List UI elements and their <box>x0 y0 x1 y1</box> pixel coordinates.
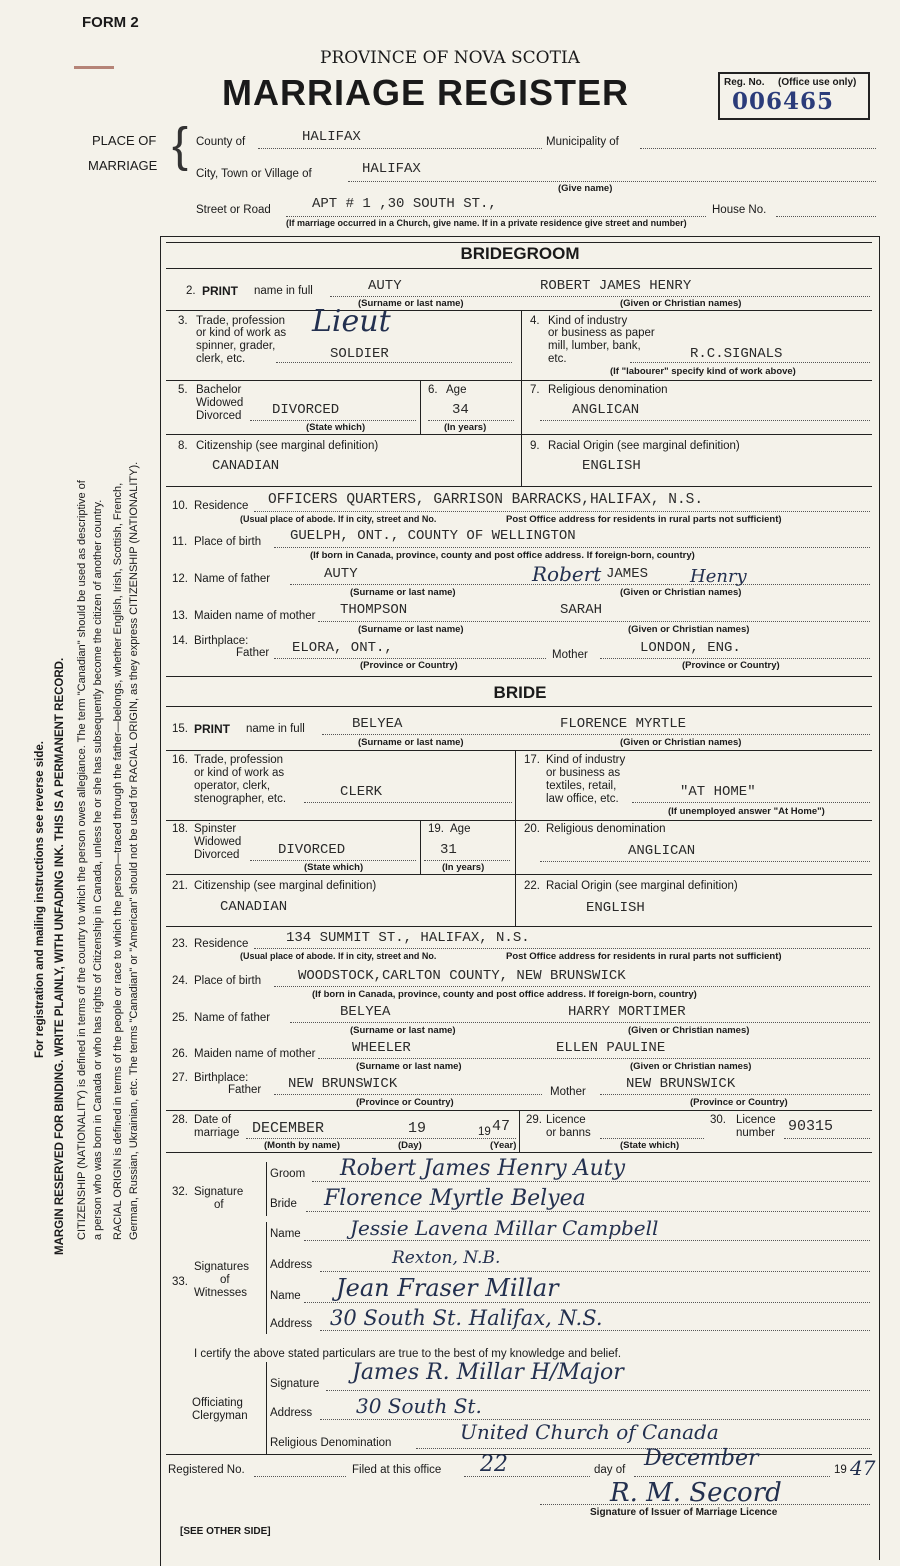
county-line <box>258 148 542 149</box>
marriage-year: 47 <box>492 1118 511 1135</box>
city-value: HALIFAX <box>362 161 421 177</box>
municipality-line <box>640 148 876 149</box>
groom-mother-given: SARAH <box>560 602 603 618</box>
groom-father-given-hw-1: Robert <box>532 562 602 586</box>
licence-number: 90315 <box>788 1118 834 1135</box>
margin-line-4: a person who was born in Canada or who has rights of Citizenship in Canada, unless he or she has subsequently become the citizen of another country. <box>92 499 104 1240</box>
certification-text: I certify the above stated particulars are true to the best of my knowledge and belief. <box>194 1348 622 1360</box>
house-line <box>776 216 876 217</box>
clergy-denomination: United Church of Canada <box>460 1420 719 1444</box>
see-other-side: [SEE OTHER SIDE] <box>180 1526 271 1537</box>
witness-1-name: Jessie Lavena Millar Campbell <box>350 1216 659 1240</box>
bride-mother-birthplace: NEW BRUNSWICK <box>626 1076 736 1092</box>
bride-mother-surname: WHEELER <box>352 1040 411 1056</box>
groom-birthplace: GUELPH, ONT., COUNTY OF WELLINGTON <box>290 528 576 544</box>
groom-given-names: ROBERT JAMES HENRY <box>540 278 692 294</box>
bride-trade: CLERK <box>340 784 383 800</box>
groom-mother-birthplace: LONDON, ENG. <box>640 640 741 656</box>
reg-no-label: Reg. No. <box>724 77 765 88</box>
bride-industry: "AT HOME" <box>680 784 756 800</box>
groom-residence: OFFICERS QUARTERS, GARRISON BARRACKS,HALIFAX, N.S. <box>268 492 704 508</box>
bride-residence: 134 SUMMIT ST., HALIFAX, N.S. <box>286 930 530 946</box>
city-line <box>348 181 876 182</box>
registration-number-box <box>718 72 870 120</box>
groom-signature: Robert James Henry Auty <box>340 1156 626 1181</box>
house-label: House No. <box>712 204 767 216</box>
bride-father-given: HARRY MORTIMER <box>568 1004 686 1020</box>
bride-citizenship: CANADIAN <box>220 899 288 915</box>
groom-father-surname: AUTY <box>324 566 358 582</box>
left-margin-rule <box>160 236 161 1566</box>
bride-surname: BELYEA <box>352 716 403 732</box>
issuer-signature: R. M. Secord <box>610 1478 782 1508</box>
bridegroom-heading: BRIDEGROOM <box>460 244 580 263</box>
bride-religion: ANGLICAN <box>628 843 696 859</box>
filed-month: December <box>644 1446 759 1471</box>
street-label: Street or Road <box>196 204 271 216</box>
right-border <box>879 236 880 1560</box>
groom-father-given: JAMES <box>606 566 649 582</box>
marriage-day: 19 <box>408 1120 427 1137</box>
give-name-caption: (Give name) <box>558 183 613 194</box>
place-label: PLACE OF <box>92 133 157 148</box>
margin-line-6: German, Russian, Ukrainian, etc. The terms "Canadian" or "American" should not be used for RACIAL ORIGIN, as they express CITIZENSHIP (NATIONALITY). <box>128 461 140 1240</box>
bride-father-surname: BELYEA <box>340 1004 391 1020</box>
groom-age: 34 <box>452 402 469 418</box>
bride-heading: BRIDE <box>493 683 547 702</box>
province-heading: PROVINCE OF NOVA SCOTIA <box>320 48 580 68</box>
bride-signature: Florence Myrtle Belyea <box>324 1186 586 1211</box>
groom-religion: ANGLICAN <box>572 402 640 418</box>
groom-father-given-hw-2: Henry <box>690 566 747 587</box>
groom-racial-origin: ENGLISH <box>582 458 641 474</box>
marriage-month: DECEMBER <box>252 1120 325 1137</box>
groom-industry: R.C.SIGNALS <box>690 346 783 362</box>
marriage-label: MARRIAGE <box>88 158 158 173</box>
clergy-address: 30 South St. <box>356 1394 482 1418</box>
witness-1-address: Rexton, N.B. <box>392 1248 501 1268</box>
groom-surname: AUTY <box>368 278 402 294</box>
witness-2-name: Jean Fraser Millar <box>336 1274 559 1302</box>
groom-trade-handwritten: Lieut <box>312 304 391 339</box>
margin-line-5: RACIAL ORIGIN is defined in terms of the people or race to which the person—traced through the father—belongs, whether English, Irish, Scottish, French, <box>112 482 124 1240</box>
bride-mother-given: ELLEN PAULINE <box>556 1040 666 1056</box>
groom-father-birthplace: ELORA, ONT., <box>292 640 393 656</box>
street-line <box>286 216 706 217</box>
municipality-label: Municipality of <box>546 136 619 148</box>
margin-line-2: MARGIN RESERVED FOR BINDING. WRITE PLAINLY, WITH UNFADING INK. THIS IS A PERMANENT RECORD. <box>54 657 66 1255</box>
groom-trade: SOLDIER <box>330 346 389 362</box>
county-label: County of <box>196 136 246 148</box>
filed-year: 47 <box>850 1456 876 1480</box>
brace: { <box>172 119 189 172</box>
street-note: (If marriage occurred in a Church, give name. If in a private residence give street and number) <box>286 218 687 228</box>
form-top-rule <box>160 236 880 237</box>
form-label: FORM 2 <box>82 14 139 31</box>
clergy-signature: James R. Millar H/Major <box>352 1360 624 1385</box>
groom-citizenship: CANADIAN <box>212 458 280 474</box>
reg-number: 006465 <box>732 88 835 115</box>
filed-day: 22 <box>480 1452 508 1477</box>
bride-racial-origin: ENGLISH <box>586 900 645 916</box>
street-value: APT # 1 ,30 SOUTH ST., <box>312 196 497 212</box>
groom-marital-status: DIVORCED <box>272 402 340 418</box>
page-title: MARRIAGE REGISTER <box>222 72 630 113</box>
city-label: City, Town or Village of <box>196 168 312 180</box>
groom-mother-surname: THOMPSON <box>340 602 408 618</box>
witness-2-address: 30 South St. Halifax, N.S. <box>330 1306 603 1330</box>
margin-line-1: For registration and mailing instructions see reverse side. <box>34 741 46 1058</box>
bride-given-names: FLORENCE MYRTLE <box>560 716 687 732</box>
bride-age: 31 <box>440 842 457 858</box>
bride-father-birthplace: NEW BRUNSWICK <box>288 1076 398 1092</box>
margin-line-3: CITIZENSHIP (NATIONALITY) is defined in terms of the country to which the person owes allegiance. The term "Canadian" should be used as descriptive of <box>76 480 88 1240</box>
bride-marital-status: DIVORCED <box>278 842 346 858</box>
office-use-label: (Office use only) <box>778 77 857 88</box>
county-value: HALIFAX <box>302 129 361 145</box>
bride-birthplace: WOODSTOCK,CARLTON COUNTY, NEW BRUNSWICK <box>298 968 626 984</box>
